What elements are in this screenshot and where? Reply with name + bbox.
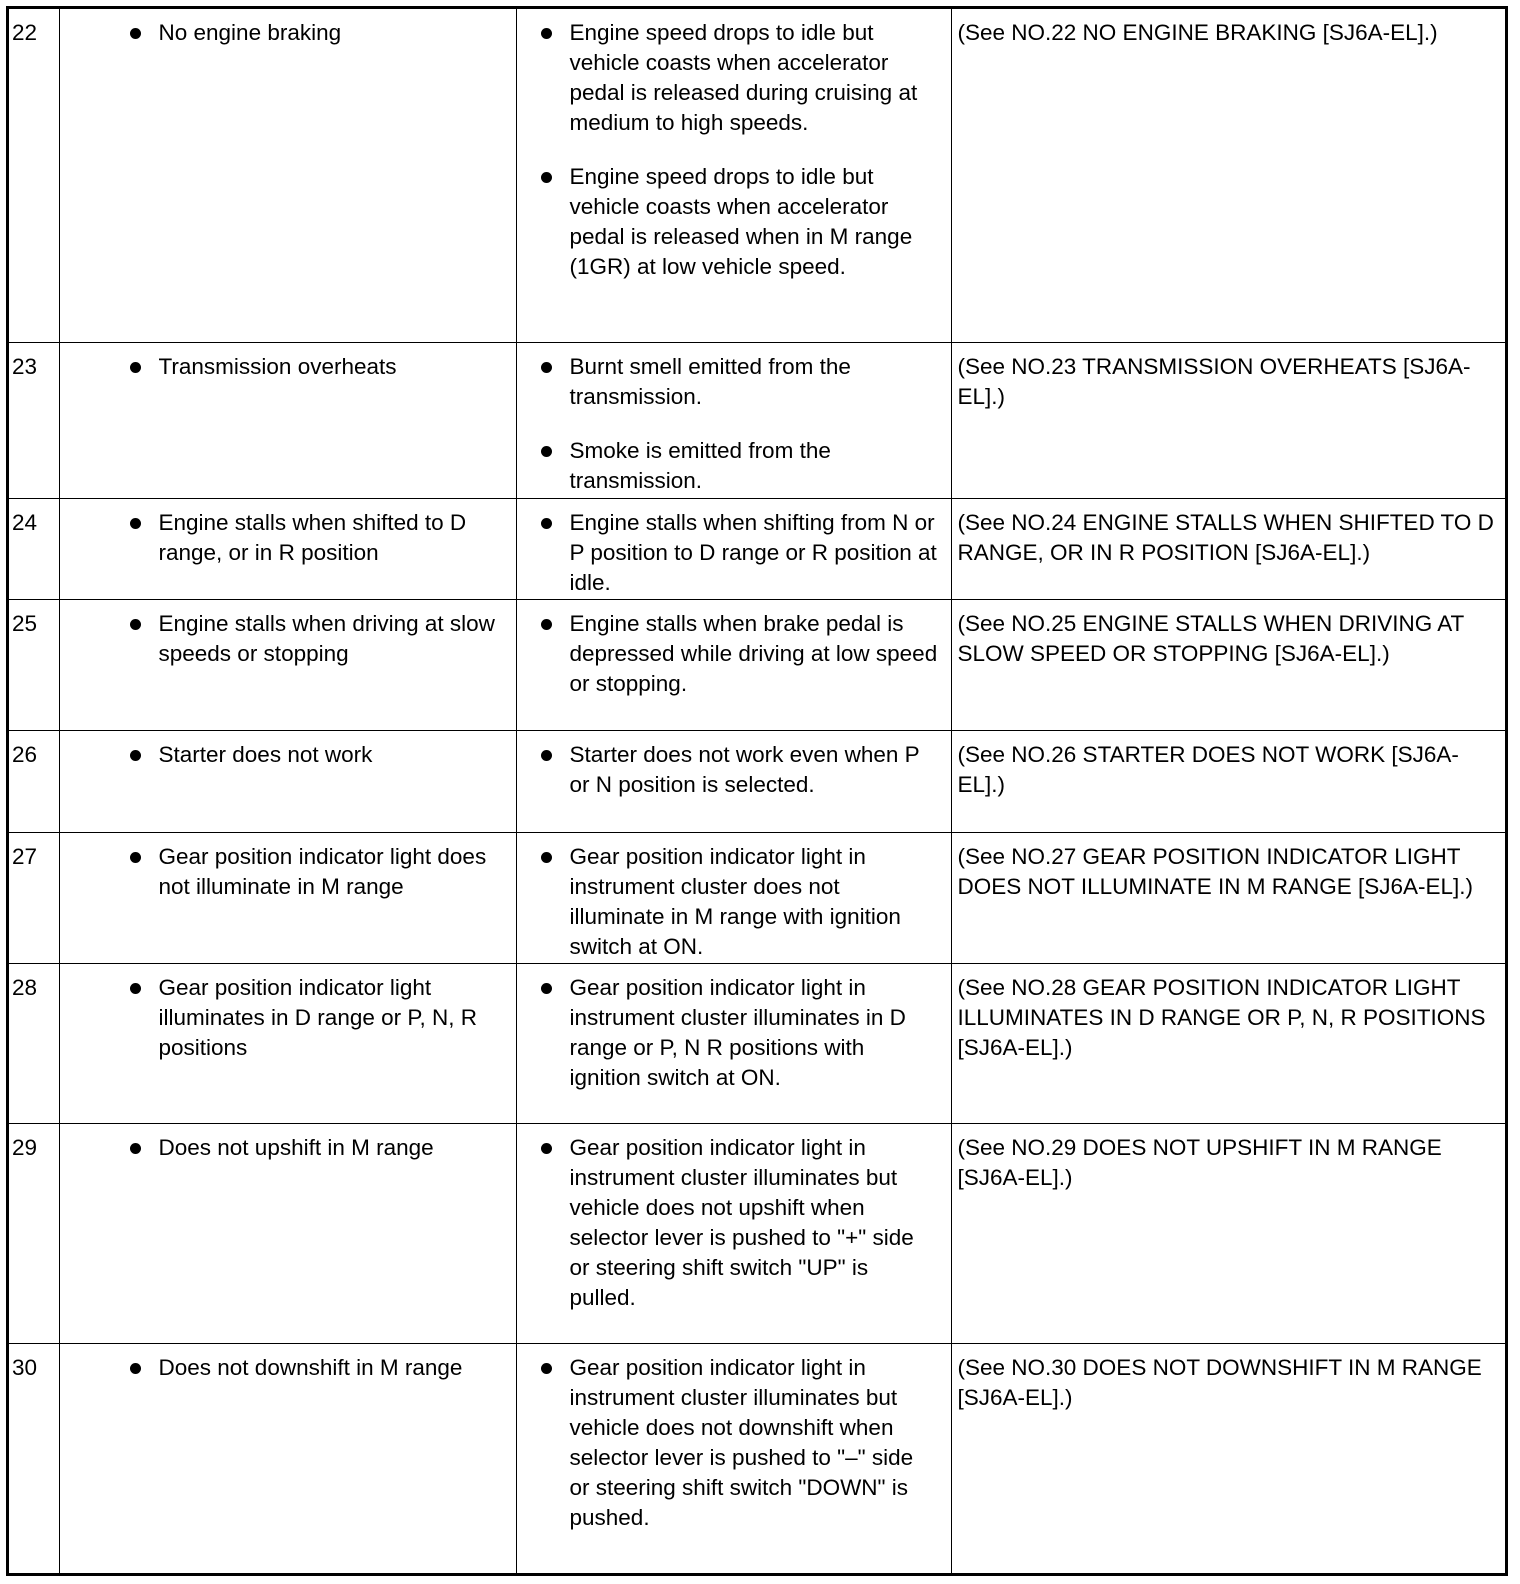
reference-link[interactable]: (See NO.28 GEAR POSITION INDICATOR LIGHT ILLUMINATES IN D RANGE OR P, N, R POSITIONS [SJ6A-EL].) <box>951 963 1505 1123</box>
table-row <box>9 832 1505 963</box>
symptom-text: Does not upshift in M range <box>159 1133 516 1163</box>
condition-item: Smoke is emitted from the transmission. <box>570 436 939 496</box>
row-number: 25 <box>9 599 59 730</box>
symptom-text: Gear position indicator light illuminates in D range or P, N, R positions <box>159 973 516 1063</box>
symptom-text: Gear position indicator light does not illuminate in M range <box>159 842 516 902</box>
condition-item: Gear position indicator light in instrument cluster does not illuminate in M range with ignition switch at ON. <box>570 842 939 962</box>
symptom-text: Engine stalls when driving at slow speeds or stopping <box>159 609 516 669</box>
symptom-text: Does not downshift in M range <box>159 1353 516 1383</box>
table-row <box>9 342 1505 498</box>
condition-item: Engine speed drops to idle but vehicle coasts when accelerator pedal is released when in M range (1GR) at low vehicle speed. <box>570 162 939 282</box>
condition-item: Gear position indicator light in instrument cluster illuminates but vehicle does not upshift when selector lever is pushed to "+" side or steering shift switch "UP" is pulled. <box>570 1133 939 1313</box>
symptom-cell <box>59 832 516 963</box>
symptom-text: Starter does not work <box>159 740 516 770</box>
table-row <box>9 599 1505 730</box>
row-number: 26 <box>9 730 59 832</box>
row-number: 29 <box>9 1123 59 1343</box>
troubleshooting-table <box>6 6 1508 1576</box>
row-number: 23 <box>9 342 59 498</box>
condition-item: Engine speed drops to idle but vehicle coasts when accelerator pedal is released during cruising at medium to high speeds. <box>570 18 939 138</box>
row-number: 27 <box>9 832 59 963</box>
condition-cell <box>516 832 951 963</box>
row-number: 24 <box>9 498 59 599</box>
row-number: 22 <box>9 9 59 342</box>
symptom-cell <box>59 1123 516 1343</box>
symptom-text: Transmission overheats <box>159 352 516 382</box>
table-row <box>9 963 1505 1123</box>
reference-link[interactable]: (See NO.29 DOES NOT UPSHIFT IN M RANGE [SJ6A-EL].) <box>951 1123 1505 1343</box>
condition-cell <box>516 1343 951 1573</box>
table-row <box>9 1343 1505 1573</box>
symptom-text: Engine stalls when shifted to D range, or in R position <box>159 508 516 568</box>
table-row <box>9 730 1505 832</box>
symptom-cell <box>59 342 516 498</box>
condition-cell <box>516 9 951 342</box>
condition-cell <box>516 498 951 599</box>
condition-item: Gear position indicator light in instrument cluster illuminates but vehicle does not downshift when selector lever is pushed to "–" side or steering shift switch "DOWN" is pushed. <box>570 1353 939 1533</box>
condition-cell <box>516 963 951 1123</box>
row-number: 28 <box>9 963 59 1123</box>
symptom-table <box>9 9 1505 1573</box>
reference-link[interactable]: (See NO.22 NO ENGINE BRAKING [SJ6A-EL].) <box>951 9 1505 342</box>
table-row <box>9 498 1505 599</box>
reference-link[interactable]: (See NO.27 GEAR POSITION INDICATOR LIGHT DOES NOT ILLUMINATE IN M RANGE [SJ6A-EL].) <box>951 832 1505 963</box>
reference-link[interactable]: (See NO.30 DOES NOT DOWNSHIFT IN M RANGE [SJ6A-EL].) <box>951 1343 1505 1573</box>
reference-link[interactable]: (See NO.23 TRANSMISSION OVERHEATS [SJ6A-EL].) <box>951 342 1505 498</box>
condition-item: Burnt smell emitted from the transmission. <box>570 352 939 412</box>
row-number: 30 <box>9 1343 59 1573</box>
condition-cell <box>516 1123 951 1343</box>
condition-cell <box>516 599 951 730</box>
condition-item: Engine stalls when brake pedal is depressed while driving at low speed or stopping. <box>570 609 939 699</box>
symptom-cell <box>59 1343 516 1573</box>
condition-cell <box>516 342 951 498</box>
table-row <box>9 9 1505 342</box>
symptom-cell <box>59 963 516 1123</box>
symptom-cell <box>59 498 516 599</box>
symptom-cell <box>59 730 516 832</box>
condition-item: Gear position indicator light in instrument cluster illuminates in D range or P, N R positions with ignition switch at ON. <box>570 973 939 1093</box>
condition-item: Starter does not work even when P or N position is selected. <box>570 740 939 800</box>
reference-link[interactable]: (See NO.25 ENGINE STALLS WHEN DRIVING AT SLOW SPEED OR STOPPING [SJ6A-EL].) <box>951 599 1505 730</box>
table-row <box>9 1123 1505 1343</box>
symptom-cell <box>59 599 516 730</box>
reference-link[interactable]: (See NO.24 ENGINE STALLS WHEN SHIFTED TO D RANGE, OR IN R POSITION [SJ6A-EL].) <box>951 498 1505 599</box>
condition-item: Engine stalls when shifting from N or P position to D range or R position at idle. <box>570 508 939 598</box>
condition-cell <box>516 730 951 832</box>
reference-link[interactable]: (See NO.26 STARTER DOES NOT WORK [SJ6A-EL].) <box>951 730 1505 832</box>
symptom-text: No engine braking <box>159 18 516 48</box>
symptom-cell <box>59 9 516 342</box>
